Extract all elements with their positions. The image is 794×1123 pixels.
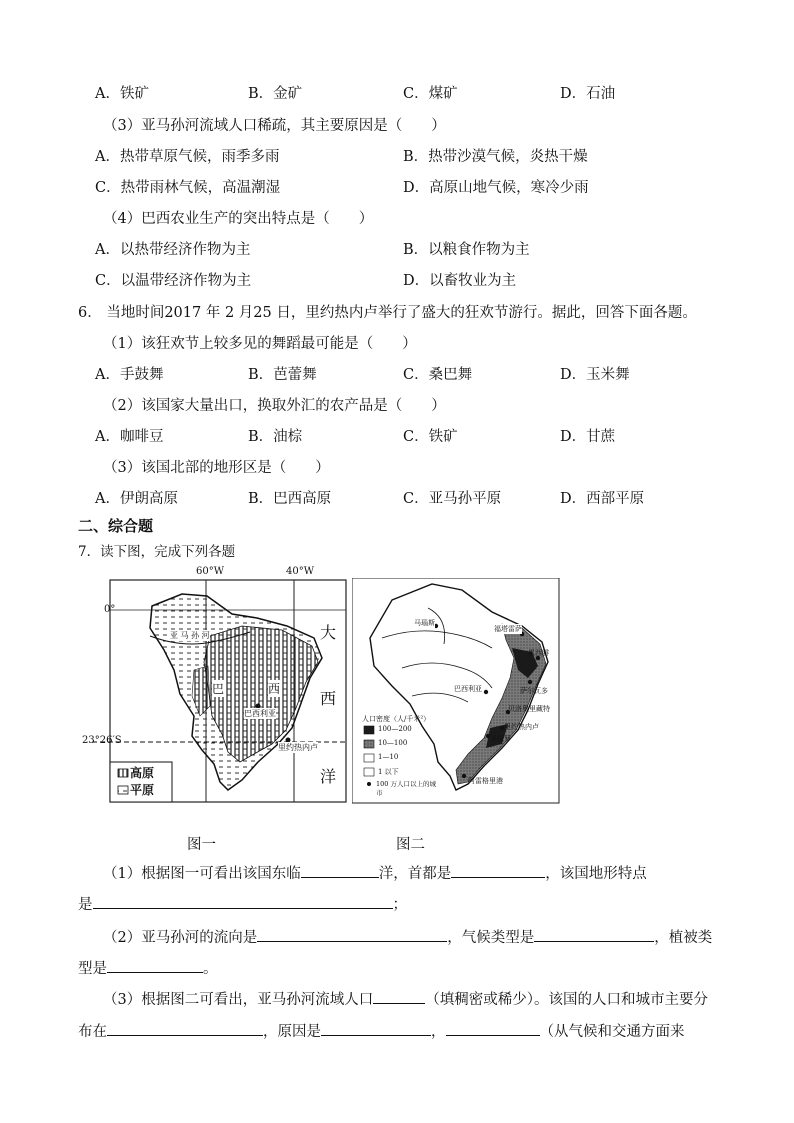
- q5-4-option-d: D．以畜牧业为主: [403, 273, 517, 289]
- figure-2-map: [352, 578, 560, 804]
- q5-3-option-b: B．热带沙漠气候，炎热干燥: [403, 149, 588, 165]
- q5-option-d: D．石油: [560, 86, 616, 102]
- q5-4-option-c: C．以温带经济作物为主: [95, 273, 252, 289]
- q7-2-blank-2[interactable]: [534, 927, 654, 942]
- q6-1-option-d: D．玉米舞: [560, 367, 630, 383]
- q6-1-option-b: B．芭蕾舞: [248, 367, 317, 383]
- fig2-legend-item-1: 100—200: [378, 725, 412, 733]
- q7-3-blank-4[interactable]: [446, 1021, 540, 1036]
- q6-2-option-d: D．甘蔗: [560, 429, 616, 445]
- q5-4-stem: （4）巴西农业生产的突出特点是（ ）: [103, 211, 374, 227]
- fig2-city-1: 马瑙斯: [414, 619, 435, 627]
- q5-4-option-a: A．以热带经济作物为主: [95, 242, 251, 258]
- q7-1-text-e: ；: [392, 897, 407, 913]
- q6-stem: 6． 当地时间2017 年 2 月25 日，里约热内卢举行了盛大的狂欢节游行。据此，回答下面各题。: [78, 305, 697, 321]
- fig1-ocean-char-2: 西: [320, 689, 337, 708]
- q6-1-option-a: A．手鼓舞: [95, 367, 164, 383]
- q6-2-option-a: A．咖啡豆: [95, 429, 164, 445]
- q5-3-stem: （3）亚马孙河流域人口稀疏，其主要原因是（ ）: [103, 118, 446, 134]
- fig1-lat-tropic: 23°26′S: [82, 735, 122, 746]
- fig1-ocean-char-3: 洋: [320, 767, 337, 786]
- fig2-city-7: 里约热内卢: [504, 723, 539, 731]
- q7-1-line-1: [103, 862, 647, 883]
- fig2-legend-item-3: 1—10: [378, 753, 399, 761]
- fig1-region-char-1: 巴: [212, 682, 225, 696]
- q7-1-blank-2[interactable]: [451, 863, 545, 878]
- q7-1-text-d: 是: [78, 897, 93, 913]
- q5-3-option-a: A．热带草原气候，雨季多雨: [95, 149, 280, 165]
- q6-3-option-c: C．亚马孙平原: [403, 491, 502, 507]
- q6-2-stem: （2）该国家大量出口，换取外汇的农产品是（ ）: [103, 398, 446, 414]
- fig2-city-6: 贝洛奥里藏特: [508, 705, 550, 713]
- fig2-city-2: 福塔雷萨: [494, 625, 522, 633]
- q6-2-option-b: B．油棕: [248, 429, 303, 445]
- fig2-legend-city: 100 万人口以上的城市: [376, 780, 436, 797]
- q5-option-b: B．金矿: [248, 86, 303, 102]
- section-title: 二、综合题: [78, 517, 154, 535]
- q7-2-blank-1[interactable]: [257, 927, 447, 942]
- q7-2-text-e: 。: [203, 961, 218, 977]
- q7-1-line-2: [78, 893, 407, 914]
- q7-1-text-b: 洋，首都是: [378, 866, 452, 882]
- q5-option-c: C．煤矿: [403, 86, 458, 102]
- q7-3-blank-3[interactable]: [321, 1021, 431, 1036]
- q7-1-blank-1[interactable]: [301, 863, 379, 878]
- q7-3-line-1: [103, 988, 708, 1009]
- q7-1-text-a: （1）根据图一可看出该国东临: [103, 866, 301, 882]
- q7-stem: 7．读下图，完成下列各题: [78, 544, 236, 560]
- fig2-caption: 图二: [396, 837, 425, 853]
- fig1-legend-plateau: 高原: [130, 766, 155, 780]
- q5-4-option-b: B．以粮食作物为主: [403, 242, 530, 258]
- fig1-lon-60: 60°W: [196, 566, 225, 577]
- q6-3-option-a: A．伊朗高原: [95, 491, 178, 507]
- fig2-city-9: 阿雷格里港: [468, 777, 503, 785]
- fig1-ocean-char-1: 大: [320, 623, 337, 642]
- fig1-lat-0: 0°: [104, 604, 116, 615]
- fig2-city-5: 巴西利亚: [454, 685, 482, 693]
- q7-1-blank-3[interactable]: [93, 894, 393, 909]
- q6-3-option-b: B．巴西高原: [248, 491, 332, 507]
- q6-3-option-d: D．西部平原: [560, 491, 645, 507]
- q5-3-option-c: C．热带雨林气候，高温潮湿: [95, 180, 281, 196]
- q7-3-text-c: 布在: [78, 1024, 107, 1040]
- fig2-legend-item-4: 1 以下: [378, 768, 399, 776]
- fig1-river-label: 亚 马 孙 河: [170, 631, 210, 640]
- q7-2-text-c: ，植被类: [654, 930, 713, 946]
- q7-2-line-2: [78, 957, 218, 978]
- q7-3-blank-1[interactable]: [373, 989, 425, 1004]
- q7-3-blank-2[interactable]: [107, 1021, 263, 1036]
- q6-3-stem: （3）该国北部的地形区是（ ）: [103, 460, 330, 476]
- q7-1-text-c: ，该国地形特点: [545, 866, 647, 882]
- q6-1-option-c: C．桑巴舞: [403, 367, 473, 383]
- fig2-city-4: 萨尔瓦多: [520, 687, 548, 695]
- q6-2-option-c: C．铁矿: [403, 429, 458, 445]
- q7-3-text-e: ，: [431, 1024, 446, 1040]
- q7-3-line-2: [78, 1020, 685, 1041]
- q7-2-line-1: [103, 926, 712, 947]
- fig1-legend-plain: 平原: [130, 783, 155, 797]
- q7-2-blank-3[interactable]: [107, 958, 203, 973]
- q5-3-option-d: D．高原山地气候，寒冷少雨: [403, 180, 589, 196]
- q7-3-text-d: ，原因是: [263, 1024, 321, 1040]
- fig1-capital-label: 巴西利亚: [244, 709, 276, 718]
- figure-1-map: [82, 566, 348, 806]
- fig2-legend-item-2: 10—100: [378, 739, 408, 747]
- q7-2-text-d: 型是: [78, 961, 107, 977]
- q6-1-stem: （1）该狂欢节上较多见的舞蹈最可能是（ ）: [103, 336, 417, 352]
- fig1-city-label: 里约热内卢: [278, 743, 318, 752]
- fig2-city-3: 累西腓: [528, 649, 549, 657]
- q7-3-text-a: （3）根据图二可看出，亚马孙河流域人口: [103, 992, 374, 1008]
- q7-2-text-a: （2）亚马孙河的流向是: [103, 930, 258, 946]
- q7-2-text-b: ，气候类型是: [447, 930, 535, 946]
- fig1-lon-40: 40°W: [286, 566, 315, 577]
- fig2-legend-title: 人口密度（人/千米²）: [362, 715, 431, 723]
- fig1-region-char-2: 西: [268, 682, 281, 696]
- q7-3-text-b: （填稠密或稀少）。该国的人口和城市主要分: [425, 992, 708, 1008]
- q7-3-text-f: （从气候和交通方面来: [539, 1024, 685, 1040]
- fig1-caption: 图一: [187, 837, 216, 853]
- q5-option-a: A．铁矿: [95, 86, 149, 102]
- fig2-city-8: 圣保罗: [490, 735, 511, 743]
